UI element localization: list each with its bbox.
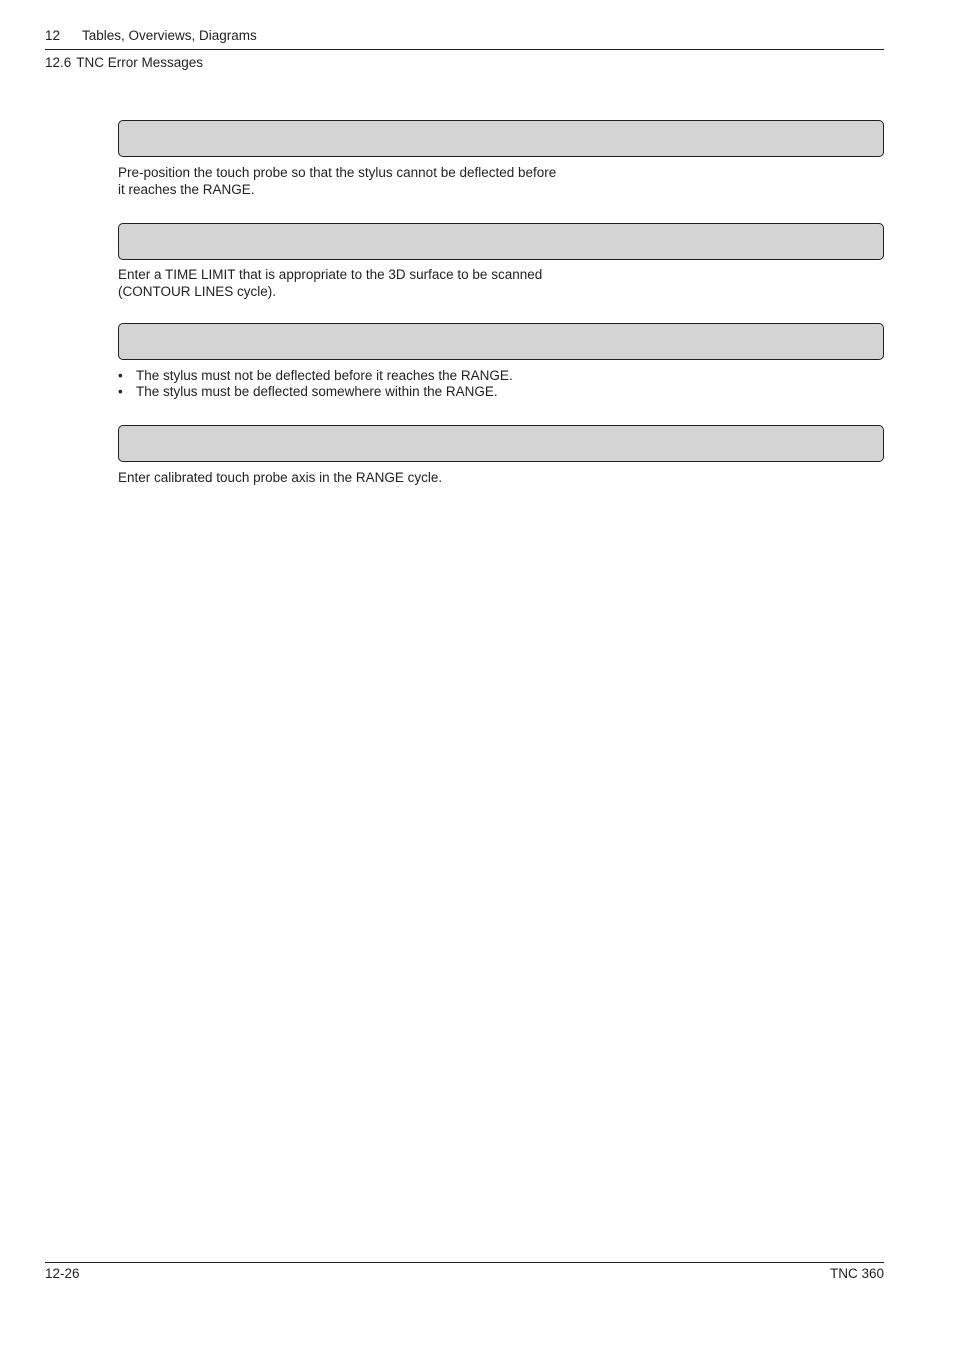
explanation-line: Enter calibrated touch probe axis in the RANGE cycle. xyxy=(118,470,443,485)
header-rule xyxy=(45,49,884,50)
chapter-title: Tables, Overviews, Diagrams xyxy=(82,28,257,43)
explanation-line: it reaches the RANGE. xyxy=(118,182,255,197)
page-number: 12-26 xyxy=(45,1266,80,1281)
list-item xyxy=(118,368,513,384)
bullet-text: The stylus must be deflected somewhere within the RANGE. xyxy=(136,384,498,399)
error-message-box-1 xyxy=(118,120,884,157)
error-message-box-3 xyxy=(118,323,884,360)
section-title: TNC Error Messages xyxy=(76,55,204,70)
error-message-box-4 xyxy=(118,425,884,462)
section-heading xyxy=(45,54,203,71)
chapter-number: 12 xyxy=(45,28,61,43)
error-explanation-1 xyxy=(118,164,638,198)
error-explanation-4 xyxy=(118,469,638,486)
chapter-heading xyxy=(45,27,257,44)
bullet-text: The stylus must not be deflected before it reaches the RANGE. xyxy=(136,368,513,383)
product-name: TNC 360 xyxy=(829,1266,884,1281)
footer-rule xyxy=(45,1262,884,1263)
explanation-line: (CONTOUR LINES cycle). xyxy=(118,284,277,299)
explanation-line: Pre-position the touch probe so that the stylus cannot be deflected before xyxy=(118,165,557,180)
explanation-line: Enter a TIME LIMIT that is appropriate to the 3D surface to be scanned xyxy=(118,267,543,282)
list-item xyxy=(118,384,513,400)
bullet-icon: • xyxy=(118,368,123,383)
error-message-box-2 xyxy=(118,223,884,260)
section-number: 12.6 xyxy=(45,55,72,70)
bullet-icon: • xyxy=(118,384,123,399)
error-explanation-3 xyxy=(118,368,513,400)
error-explanation-2 xyxy=(118,266,638,300)
